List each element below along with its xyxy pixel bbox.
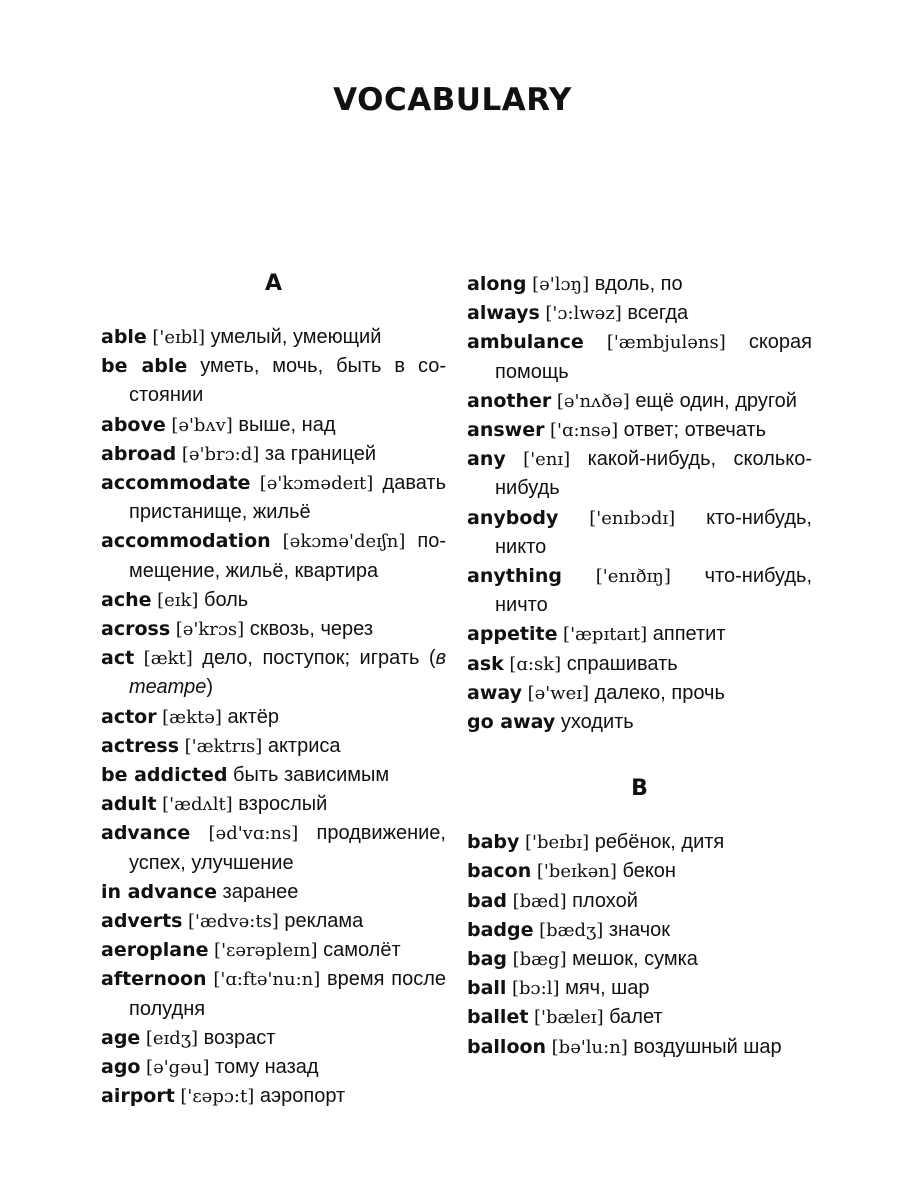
headword: along bbox=[467, 273, 527, 295]
headword: always bbox=[467, 302, 540, 325]
transcription: ['enɪ] bbox=[523, 449, 571, 471]
definition: уметь, мочь, быть в состоянии bbox=[129, 355, 446, 407]
vocab-entry bbox=[467, 708, 812, 737]
headword: actress bbox=[101, 734, 180, 757]
headword: answer bbox=[467, 419, 545, 442]
vocab-entry bbox=[101, 469, 446, 527]
definition: взрослый bbox=[238, 793, 328, 816]
transcription: [ə'gəu] bbox=[146, 1057, 210, 1079]
vocab-entry bbox=[101, 819, 446, 877]
headword: baby bbox=[467, 831, 520, 854]
vocab-entry bbox=[467, 945, 812, 974]
transcription: ['æktrɪs] bbox=[184, 735, 263, 757]
headword: be addicted bbox=[101, 764, 228, 787]
vocab-entry bbox=[467, 416, 812, 445]
definition: выше, над bbox=[238, 413, 336, 436]
vocab-entry bbox=[467, 828, 812, 857]
page-title: VOCABULARY bbox=[333, 82, 572, 118]
definition: мешок, сумка bbox=[572, 948, 698, 971]
headword: above bbox=[101, 413, 166, 436]
definition: аппетит bbox=[652, 623, 726, 646]
definition: боль bbox=[204, 588, 249, 611]
definition: быть зависимым bbox=[233, 764, 390, 787]
definition: воздушный шар bbox=[633, 1035, 782, 1058]
vocab-entry bbox=[467, 445, 812, 503]
headword: anybody bbox=[467, 506, 559, 529]
transcription: ['ædʌlt] bbox=[162, 794, 233, 816]
transcription: ['enɪbɔdɪ] bbox=[589, 507, 676, 529]
transcription: [ə'nʌðə] bbox=[556, 390, 630, 412]
vocab-entry bbox=[467, 562, 812, 620]
vocab-entry bbox=[101, 1024, 446, 1053]
vocab-entry bbox=[467, 387, 812, 416]
definition: реклама bbox=[284, 910, 364, 933]
transcription: [bæd] bbox=[512, 890, 567, 912]
vocab-entry bbox=[101, 907, 446, 936]
headword: ballet bbox=[467, 1006, 529, 1029]
transcription: [əd'vɑ:ns] bbox=[208, 823, 299, 845]
definition: помещение, жильё, квартира bbox=[129, 530, 447, 582]
headword: able bbox=[101, 326, 147, 348]
vocab-entry bbox=[467, 679, 812, 708]
vocab-entry bbox=[467, 887, 812, 916]
definition: вдоль, по bbox=[594, 273, 683, 295]
transcription: ['ɛərəpleɪn] bbox=[214, 940, 318, 962]
vocab-entry bbox=[101, 615, 446, 644]
vocab-entry bbox=[467, 857, 812, 886]
definition: давать пристанище, жильё bbox=[129, 472, 447, 524]
transcription: [ə'weɪ] bbox=[527, 682, 590, 704]
definition: продвижение, успех, улучшение bbox=[129, 822, 446, 874]
transcription: ['ædvə:ts] bbox=[188, 911, 279, 933]
definition: бекон bbox=[622, 860, 676, 883]
transcription: [ə'krɔs] bbox=[175, 619, 245, 641]
definition: плохой bbox=[572, 889, 638, 912]
transcription: [ɑ:sk] bbox=[509, 653, 562, 675]
definition: кто-нибудь, никто bbox=[495, 506, 812, 558]
vocab-entry bbox=[101, 1082, 446, 1111]
definition: заранее bbox=[222, 880, 299, 903]
definition: дело, поступок; играть bbox=[202, 647, 420, 670]
vocab-entry bbox=[467, 328, 812, 386]
definition: мяч, шар bbox=[565, 977, 650, 1000]
transcription: ['beɪkən] bbox=[536, 861, 617, 883]
headword: anything bbox=[467, 565, 562, 588]
transcription: [bædʒ] bbox=[539, 919, 604, 941]
transcription: [ə'lɔŋ] bbox=[532, 274, 590, 295]
headword: any bbox=[467, 448, 506, 471]
headword: in advance bbox=[101, 880, 217, 903]
definition: ответ; отвечать bbox=[623, 419, 767, 442]
transcription: [bɔ:l] bbox=[512, 978, 560, 1000]
headword: bag bbox=[467, 948, 508, 971]
vocab-entry bbox=[101, 878, 446, 907]
headword: ask bbox=[467, 652, 504, 675]
vocab-entry bbox=[467, 620, 812, 649]
vocab-entry bbox=[101, 703, 446, 732]
headword: bacon bbox=[467, 860, 532, 883]
transcription: [əkɔmə'deɪʃn] bbox=[282, 531, 406, 553]
headword: badge bbox=[467, 918, 534, 941]
transcription: ['æmbjuləns] bbox=[606, 332, 726, 354]
vocab-entry bbox=[467, 974, 812, 1003]
definition: ребёнок, дитя bbox=[594, 831, 725, 854]
vocab-entry bbox=[101, 411, 446, 440]
definition: аэропорт bbox=[259, 1085, 346, 1108]
headword: age bbox=[101, 1026, 141, 1049]
left-column bbox=[101, 268, 446, 1111]
definition: время после полудня bbox=[129, 968, 446, 1020]
headword: aeroplane bbox=[101, 939, 209, 962]
definition: балет bbox=[609, 1006, 663, 1029]
transcription: [bæg] bbox=[512, 949, 567, 971]
headword: be able bbox=[101, 355, 188, 378]
definition: актёр bbox=[227, 705, 279, 728]
headword: balloon bbox=[467, 1035, 547, 1058]
transcription: [bə'lu:n] bbox=[551, 1036, 628, 1058]
definition: возраст bbox=[203, 1026, 276, 1049]
right-column bbox=[467, 270, 812, 1062]
headword: advance bbox=[101, 822, 191, 845]
headword: adult bbox=[101, 793, 157, 816]
transcription: [ə'bʌv] bbox=[171, 414, 233, 436]
vocab-entry bbox=[101, 586, 446, 615]
vocab-entry bbox=[101, 527, 446, 585]
transcription: ['ɛəpɔ:t] bbox=[180, 1086, 255, 1108]
headword: across bbox=[101, 618, 171, 641]
usage-note: в театре bbox=[129, 647, 447, 699]
vocab-entry bbox=[101, 323, 446, 352]
headword: abroad bbox=[101, 442, 177, 465]
headword: airport bbox=[101, 1085, 175, 1108]
vocab-entry bbox=[467, 1033, 812, 1062]
headword: ambulance bbox=[467, 331, 584, 354]
definition: за границей bbox=[264, 442, 376, 465]
headword: actor bbox=[101, 705, 157, 728]
vocab-entry bbox=[101, 732, 446, 761]
headword: ache bbox=[101, 588, 152, 611]
vocab-entry bbox=[467, 299, 812, 328]
definition: сквозь, через bbox=[249, 618, 374, 641]
section-letter-a: A bbox=[264, 271, 283, 296]
headword: ball bbox=[467, 977, 507, 1000]
vocab-entry bbox=[467, 650, 812, 679]
definition: спрашивать bbox=[566, 652, 678, 675]
transcription: [ə'kɔmədeɪt] bbox=[259, 473, 374, 495]
definition: актриса bbox=[267, 734, 341, 757]
vocab-entry bbox=[101, 761, 446, 790]
vocab-entry bbox=[101, 790, 446, 819]
headword: go away bbox=[467, 711, 556, 734]
headword: another bbox=[467, 389, 552, 412]
headword: appetite bbox=[467, 623, 558, 646]
headword: adverts bbox=[101, 910, 183, 933]
vocab-entry bbox=[101, 965, 446, 1023]
transcription: ['eɪbl] bbox=[152, 327, 206, 348]
transcription: ['beɪbɪ] bbox=[524, 832, 590, 854]
vocab-entry bbox=[467, 504, 812, 562]
transcription: ['ɔ:lwəz] bbox=[545, 303, 622, 325]
vocab-entry bbox=[101, 936, 446, 965]
transcription: ['ɑ:ftə'nu:n] bbox=[213, 969, 321, 991]
definition: что-нибудь, ничто bbox=[495, 565, 812, 617]
section-letter-b: B bbox=[631, 776, 648, 802]
definition: самолёт bbox=[323, 939, 401, 962]
definition: ещё один, другой bbox=[635, 389, 797, 412]
vocab-entry bbox=[101, 440, 446, 469]
transcription: ['æpɪtaɪt] bbox=[563, 624, 648, 646]
vocab-entry bbox=[467, 270, 812, 299]
definition: уходить bbox=[560, 711, 634, 734]
transcription: ['bæleɪ] bbox=[533, 1007, 604, 1029]
definition: всегда bbox=[627, 302, 689, 325]
headword: bad bbox=[467, 889, 508, 912]
headword: ago bbox=[101, 1056, 141, 1079]
headword: accommodation bbox=[101, 530, 271, 553]
transcription: [eɪk] bbox=[157, 589, 199, 611]
vocab-entry bbox=[101, 352, 446, 410]
transcription: [æktə] bbox=[162, 706, 222, 728]
vocab-entry bbox=[101, 1053, 446, 1082]
definition: далеко, прочь bbox=[594, 681, 725, 704]
definition: умелый, умеющий bbox=[210, 326, 382, 348]
transcription: ['enɪðɪŋ] bbox=[595, 566, 671, 588]
headword: accommodate bbox=[101, 472, 251, 495]
transcription: [ə'brɔ:d] bbox=[181, 443, 260, 465]
headword: afternoon bbox=[101, 968, 207, 991]
transcription: [eɪdʒ] bbox=[145, 1027, 199, 1049]
transcription: ['ɑ:nsə] bbox=[550, 420, 619, 442]
definition: значок bbox=[608, 918, 671, 941]
vocab-entry bbox=[467, 1003, 812, 1032]
headword: away bbox=[467, 681, 522, 704]
vocab-entry: act [ækt] дело, поступок; играть (в театре) bbox=[101, 647, 447, 699]
transcription: [ækt] bbox=[143, 648, 193, 670]
definition: тому назад bbox=[215, 1056, 319, 1079]
headword: act bbox=[101, 647, 135, 670]
definition: скорая помощь bbox=[495, 331, 812, 383]
vocab-entry bbox=[467, 916, 812, 945]
definition: какой-нибудь, сколько-нибудь bbox=[495, 448, 812, 500]
